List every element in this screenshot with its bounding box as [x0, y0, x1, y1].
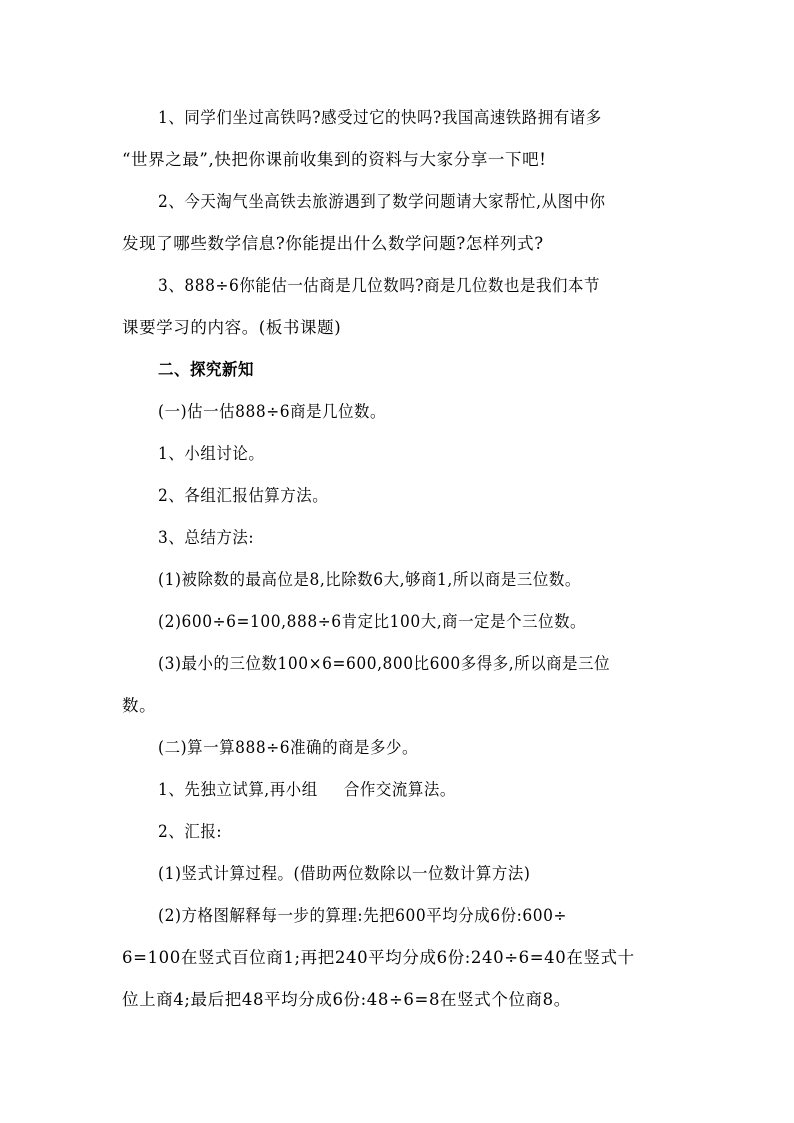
part-2-report-2-line-2: 6=100在竖式百位商1;再把240平均分成6份:240÷6=40在竖式十	[122, 948, 635, 967]
part-1-method-1: (1)被除数的最高位是8,比除数6大,够商1,所以商是三位数。	[158, 570, 581, 589]
part-1-title: (一)估一估888÷6商是几位数。	[158, 402, 387, 421]
intro-item-3-line-2: 课要学习的内容。(板书课题)	[122, 318, 342, 337]
section-heading: 二、探究新知	[158, 360, 254, 379]
part-2-step-1	[158, 780, 678, 800]
part-1-step-3: 3、总结方法:	[158, 528, 255, 547]
part-2-report-2-line-3: 位上商4;最后把48平均分成6份:48÷6=8在竖式个位商8。	[122, 990, 571, 1009]
intro-item-2-line-1: 2、今天淘气坐高铁去旅游遇到了数学问题请大家帮忙,从图中你	[158, 192, 606, 211]
part-1-step-2: 2、各组汇报估算方法。	[158, 486, 329, 505]
intro-item-1-line-2: “世界之最”,快把你课前收集到的资料与大家分享一下吧!	[122, 150, 547, 169]
part-2-step-1-text-b: 合作交流算法。	[343, 780, 456, 799]
part-1-method-3-line-2: 数。	[122, 696, 157, 715]
part-1-step-1: 1、小组讨论。	[158, 444, 265, 463]
intro-item-3-line-1: 3、888÷6你能估一估商是几位数吗?商是几位数也是我们本节	[158, 276, 600, 295]
part-2-report-1: (1)竖式计算过程。(借助两位数除以一位数计算方法)	[158, 864, 531, 883]
part-1-method-2: (2)600÷6=100,888÷6肯定比100大,商一定是个三位数。	[158, 612, 587, 631]
part-2-title: (二)算一算888÷6准确的商是多少。	[158, 738, 419, 757]
intro-item-1-line-1: 1、同学们坐过高铁吗?感受过它的快吗?我国高速铁路拥有诸多	[158, 108, 602, 127]
part-1-method-3-line-1: (3)最小的三位数100×6=600,800比600多得多,所以商是三位	[158, 654, 611, 673]
intro-item-2-line-2: 发现了哪些数学信息?你能提出什么数学问题?怎样列式?	[122, 234, 544, 253]
part-2-report-2-line-1: (2)方格图解释每一步的算理:先把600平均分成6份:600÷	[158, 906, 567, 925]
part-2-step-1-text-a: 1、先独立试算,再小组	[158, 780, 318, 799]
part-2-step-2: 2、汇报:	[158, 822, 223, 841]
